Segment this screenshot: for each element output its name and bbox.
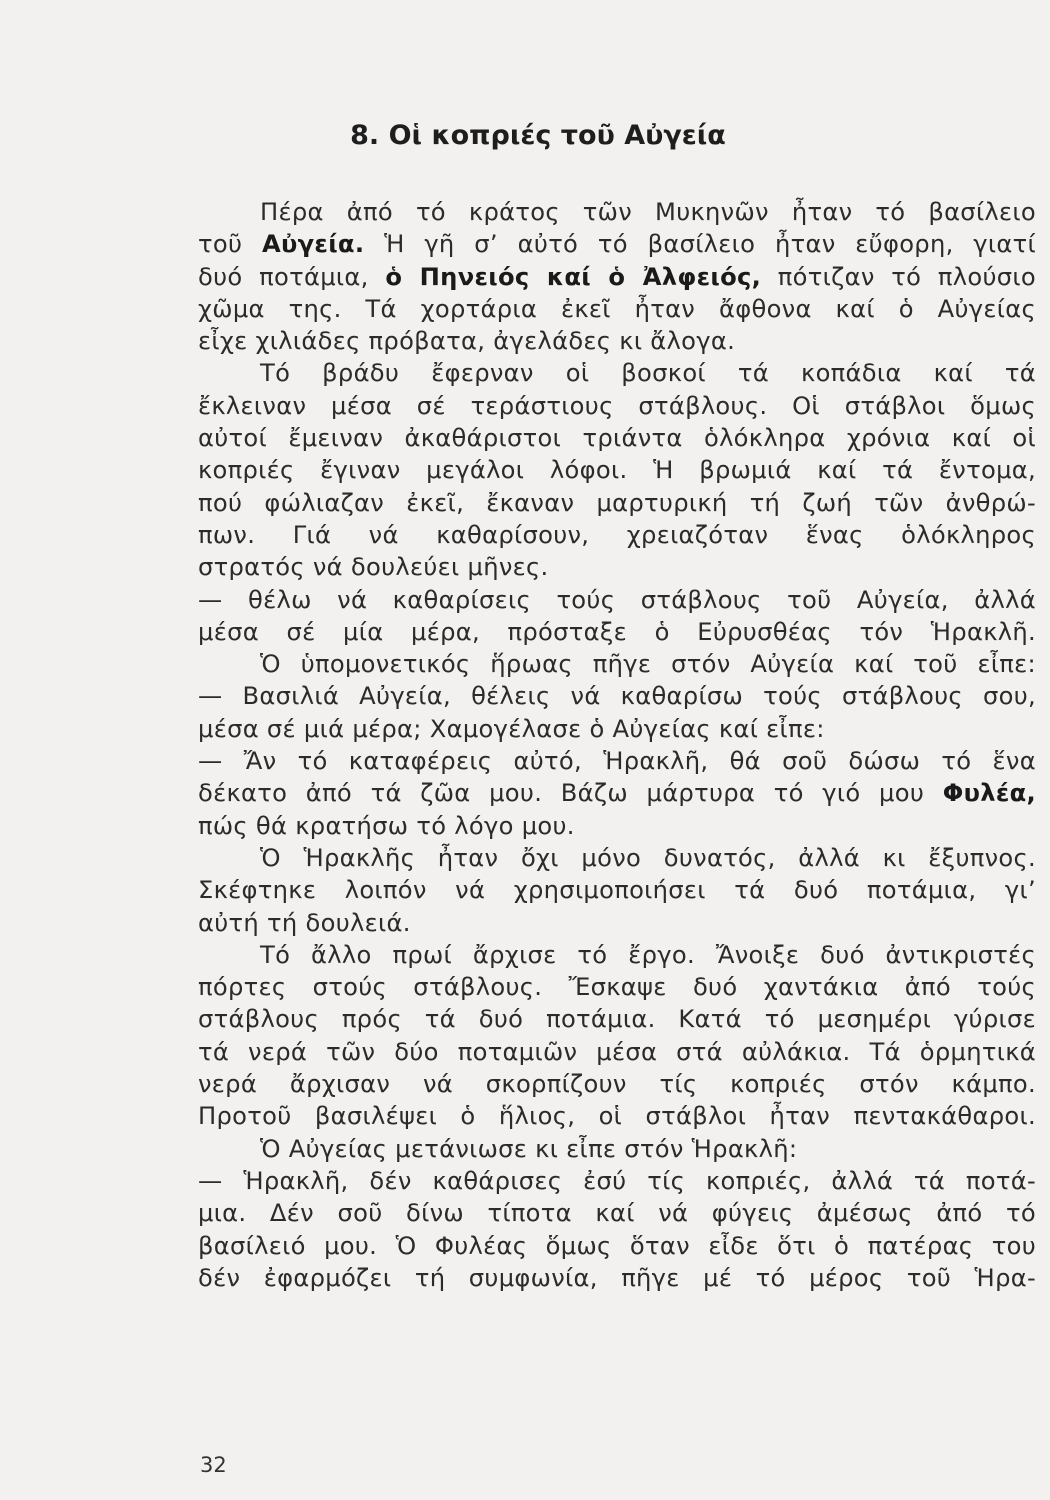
text-line: Πέρα ἀπό τό κράτος τῶν Μυκηνῶν ἦταν τό βασίλειο xyxy=(260,198,1036,226)
text-line: πων. Γιά νά καθαρίσουν, χρειαζόταν ἕνας ὁλόκληρος xyxy=(198,520,1036,549)
text-line: ἔκλειναν μέσα σέ τεράστιους στάβλους. Οἱ στάβλοι ὅμως xyxy=(198,391,1036,420)
text-line: στρατός νά δουλεύει μῆνες. xyxy=(198,553,549,582)
text-line: — Ἡρακλῆ, δέν καθάρισες ἐσύ τίς κοπριές, ἀλλά τά ποτά- xyxy=(198,1166,1036,1195)
text-line: Ὁ ὑπομονετικός ἥρωας πῆγε στόν Αὐγεία καί τοῦ εἶπε: xyxy=(260,650,1036,679)
text-line: μέσα σέ μιά μέρα; Χαμογέλασε ὁ Αὐγείας καί εἶπε: xyxy=(198,714,825,743)
text-line: πού φώλιαζαν ἐκεῖ, ἔκαναν μαρτυρική τή ζωή τῶν ἀνθρώ- xyxy=(198,488,1036,517)
text-line: — Βασιλιά Αὐγεία, θέλεις νά καθαρίσω τούς στάβλους σου, xyxy=(198,682,1036,711)
name-augeas: Αὐγεία. xyxy=(262,230,365,259)
text-line: εἶχε χιλιάδες πρόβατα, ἀγελάδες κι ἄλογα. xyxy=(198,327,736,356)
text-line: αὐτή τή δουλειά. xyxy=(198,908,411,937)
text-line: Τό βράδυ ἔφερναν οἱ βοσκοί τά κοπάδια καί τά xyxy=(260,359,1036,388)
text-line: μέσα σέ μία μέρα, πρόσταξε ὁ Εὐρυσθέας τόν Ἡρακλῆ. xyxy=(198,617,1036,646)
text-line: Ὁ Αὐγείας μετάνιωσε κι εἶπε στόν Ἡρακλῆ: xyxy=(260,1134,798,1163)
chapter-title: 8. Οἱ κοπριές τοῦ Αὐγεία xyxy=(350,120,726,151)
text-line: — Ἄν τό καταφέρεις αὐτό, Ἡρακλῆ, θά σοῦ δώσω τό ἕνα xyxy=(198,747,1036,776)
text-line: Προτοῦ βασιλέψει ὁ ἥλιος, οἱ στάβλοι ἦταν πεντακάθαροι. xyxy=(198,1102,1036,1131)
text-line: Ὁ Ἡρακλῆς ἦταν ὄχι μόνο δυνατός, ἀλλά κι ἔξυπνος. xyxy=(260,843,1036,872)
text-line: μια. Δέν σοῦ δίνω τίποτα καί νά φύγεις ἀμέσως ἀπό τό xyxy=(198,1199,1036,1228)
text-line: πώς θά κρατήσω τό λόγο μου. xyxy=(198,811,575,840)
text-line: τά νερά τῶν δύο ποταμιῶν μέσα στά αὐλάκια. Τά ὁρμητικά xyxy=(198,1037,1036,1066)
text-line: δέκατο ἀπό τά ζῶα μου. Βάζω μάρτυρα τό γιό μου Φυλέα, xyxy=(198,779,1036,808)
text-line: χῶμα της. Τά χορτάρια ἐκεῖ ἦταν ἄφθονα καί ὁ Αὐγείας xyxy=(198,294,1036,323)
text-line: νερά ἄρχισαν νά σκορπίζουν τίς κοπριές στόν κάμπο. xyxy=(198,1070,1036,1099)
text-line: — θέλω νά καθαρίσεις τούς στάβλους τοῦ Αὐγεία, ἀλλά xyxy=(198,585,1036,614)
name-phyleas: Φυλέα, xyxy=(942,779,1036,808)
text-line: βασίλειό μου. Ὁ Φυλέας ὅμως ὅταν εἶδε ὅτι ὁ πατέρας του xyxy=(198,1231,1036,1260)
text-line: Σκέφτηκε λοιπόν νά χρησιμοποιήσει τά δυό ποτάμια, γι’ xyxy=(198,876,1036,905)
chapter-body xyxy=(198,196,1036,1294)
page-number: 32 xyxy=(200,1453,227,1477)
text-line: τοῦ Αὐγεία. Ἡ γῆ σ’ αὐτό τό βασίλειο ἦταν εὔφορη, γιατί xyxy=(198,230,1036,259)
text-line: δέν ἐφαρμόζει τή συμφωνία, πῆγε μέ τό μέρος τοῦ Ἡρα- xyxy=(198,1263,1036,1292)
text-line: πόρτες στούς στάβλους. Ἔσκαψε δυό χαντάκια ἀπό τούς xyxy=(198,973,1036,1002)
text-line: κοπριές ἔγιναν μεγάλοι λόφοι. Ἡ βρωμιά καί τά ἔντομα, xyxy=(198,456,1036,485)
text-line: στάβλους πρός τά δυό ποτάμια. Κατά τό μεσημέρι γύρισε xyxy=(198,1005,1036,1034)
text-line: αὐτοί ἔμειναν ἀκαθάριστοι τριάντα ὁλόκληρα χρόνια καί οἱ xyxy=(198,424,1036,453)
names-rivers: ὁ Πηνειός καί ὁ Ἀλφειός, xyxy=(385,262,762,291)
text-line: δυό ποτάμια, ὁ Πηνειός καί ὁ Ἀλφειός, πότιζαν τό πλούσιο xyxy=(198,262,1037,291)
text-line: Τό ἄλλο πρωί ἄρχισε τό ἔργο. Ἄνοιξε δυό ἀντικριστές xyxy=(260,940,1036,969)
